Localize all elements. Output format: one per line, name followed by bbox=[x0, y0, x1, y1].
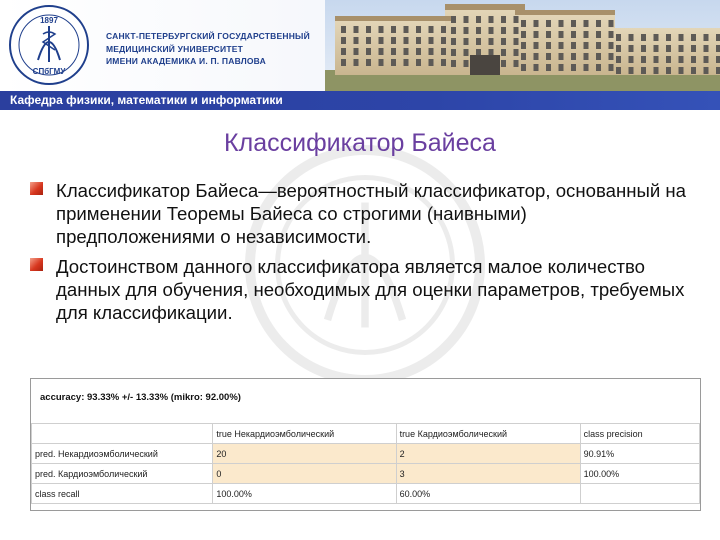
building-window bbox=[476, 16, 481, 23]
building-window bbox=[354, 26, 359, 33]
slide-title: Классификатор Байеса bbox=[224, 129, 496, 157]
table-row bbox=[32, 464, 700, 484]
bullet-marker-icon bbox=[30, 258, 43, 271]
building-window bbox=[609, 20, 614, 27]
building-window bbox=[476, 38, 481, 45]
building-window bbox=[629, 67, 634, 74]
building-window bbox=[379, 48, 384, 55]
building-window bbox=[341, 59, 346, 66]
row-label-cell: pred. Некардиоэмболический bbox=[32, 444, 213, 464]
building-window bbox=[571, 31, 576, 38]
building-window bbox=[596, 42, 601, 49]
confusion-matrix bbox=[31, 423, 700, 504]
table-header-row bbox=[32, 424, 700, 444]
university-name-line: САНКТ-ПЕТЕРБУРГСКИЙ ГОСУДАРСТВЕННЫЙ bbox=[106, 31, 310, 41]
building-window bbox=[609, 53, 614, 60]
table-cell: 90.91% bbox=[580, 444, 699, 464]
table-cell: 3 bbox=[396, 464, 580, 484]
building-window bbox=[341, 37, 346, 44]
building-window bbox=[404, 48, 409, 55]
building-window bbox=[451, 16, 456, 23]
building-window bbox=[666, 56, 671, 63]
table-cell: 2 bbox=[396, 444, 580, 464]
building-window bbox=[596, 20, 601, 27]
building-window bbox=[641, 56, 646, 63]
building-window bbox=[366, 37, 371, 44]
building-window bbox=[489, 27, 494, 34]
performance-panel bbox=[30, 378, 701, 511]
building-window bbox=[441, 26, 446, 33]
building-window bbox=[641, 34, 646, 41]
building-window bbox=[534, 42, 539, 49]
table-cell: 0 bbox=[213, 464, 396, 484]
building-window bbox=[416, 37, 421, 44]
table-cell: 100.00% bbox=[580, 464, 699, 484]
building-window bbox=[559, 20, 564, 27]
building-window bbox=[691, 45, 696, 52]
building-window bbox=[584, 53, 589, 60]
row-label-cell: class recall bbox=[32, 484, 213, 504]
university-name-line: МЕДИЦИНСКИЙ УНИВЕРСИТЕТ bbox=[106, 43, 243, 54]
building-window bbox=[489, 49, 494, 56]
table-row bbox=[32, 484, 700, 504]
table-cell: 100.00% bbox=[213, 484, 396, 504]
table-header-cell: true Некардиоэмболический bbox=[213, 424, 396, 444]
table-cell bbox=[580, 484, 699, 504]
building-window bbox=[641, 45, 646, 52]
building-window bbox=[641, 67, 646, 74]
table-header-cell: true Кардиоэмболический bbox=[396, 424, 580, 444]
building-window bbox=[416, 26, 421, 33]
building-window bbox=[464, 38, 469, 45]
building-window bbox=[341, 48, 346, 55]
building-window bbox=[489, 16, 494, 23]
building-window bbox=[379, 37, 384, 44]
building-window bbox=[429, 59, 434, 66]
building-window bbox=[521, 53, 526, 60]
building-window bbox=[546, 20, 551, 27]
building-window bbox=[691, 67, 696, 74]
building-window bbox=[679, 67, 684, 74]
building-window bbox=[704, 56, 709, 63]
building-window bbox=[679, 56, 684, 63]
building-window bbox=[391, 59, 396, 66]
building-window bbox=[514, 38, 519, 45]
building-window bbox=[584, 42, 589, 49]
building-window bbox=[629, 45, 634, 52]
accuracy-label: accuracy: 93.33% +/- 13.33% (mikro: 92.00%) bbox=[40, 392, 241, 403]
building-window bbox=[679, 45, 684, 52]
building-window bbox=[514, 49, 519, 56]
building-window bbox=[404, 59, 409, 66]
building-window bbox=[559, 31, 564, 38]
building-window bbox=[441, 59, 446, 66]
bullet-marker-icon bbox=[30, 182, 43, 195]
building-window bbox=[559, 53, 564, 60]
building-window bbox=[366, 26, 371, 33]
building-window bbox=[654, 56, 659, 63]
building-window bbox=[366, 48, 371, 55]
building-window bbox=[521, 64, 526, 71]
building-window bbox=[534, 64, 539, 71]
building-window bbox=[704, 45, 709, 52]
university-name-line: ИМЕНИ АКАДЕМИКА И. П. ПАВЛОВА bbox=[106, 56, 266, 66]
building-window bbox=[596, 53, 601, 60]
building-window bbox=[354, 59, 359, 66]
building-window bbox=[501, 49, 506, 56]
table-cell: 20 bbox=[213, 444, 396, 464]
building-window bbox=[609, 64, 614, 71]
building-window bbox=[584, 31, 589, 38]
building-window bbox=[716, 56, 720, 63]
building-window bbox=[716, 67, 720, 74]
building-window bbox=[464, 60, 469, 67]
building-window bbox=[404, 37, 409, 44]
university-name bbox=[106, 30, 310, 68]
building-window bbox=[416, 59, 421, 66]
building-window bbox=[451, 49, 456, 56]
bullet-text: Достоинством данного классификатора является малое количество данных для обучения, необходимых для оценки параметров, требуемых для классификации. bbox=[56, 256, 685, 323]
department-bar bbox=[0, 91, 720, 110]
building-window bbox=[451, 60, 456, 67]
building-window bbox=[704, 67, 709, 74]
building-window bbox=[416, 48, 421, 55]
building-window bbox=[704, 34, 709, 41]
building-window bbox=[341, 26, 346, 33]
building-window bbox=[429, 48, 434, 55]
bullet-text: Классификатор Байеса—вероятностный классификатор, основанный на применении Теоремы Байеса со строгими (наивными) предположениями о независимости. bbox=[56, 180, 687, 247]
building-window bbox=[514, 27, 519, 34]
building-window bbox=[464, 27, 469, 34]
building-window bbox=[354, 37, 359, 44]
building-window bbox=[616, 56, 621, 63]
building-window bbox=[716, 34, 720, 41]
department-name: Кафедра физики, математики и информатики bbox=[10, 93, 283, 107]
building-window bbox=[379, 26, 384, 33]
building-window bbox=[691, 34, 696, 41]
building-window bbox=[596, 31, 601, 38]
building-window bbox=[489, 38, 494, 45]
building-window bbox=[451, 38, 456, 45]
building-window bbox=[391, 37, 396, 44]
building-window bbox=[429, 26, 434, 33]
building-window bbox=[629, 34, 634, 41]
building-window bbox=[514, 16, 519, 23]
building-window bbox=[441, 48, 446, 55]
building-window bbox=[514, 60, 519, 67]
building-window bbox=[379, 59, 384, 66]
building-window bbox=[534, 20, 539, 27]
building-window bbox=[546, 31, 551, 38]
building-window bbox=[464, 16, 469, 23]
building-window bbox=[629, 56, 634, 63]
building-window bbox=[534, 53, 539, 60]
building-window bbox=[609, 31, 614, 38]
table-header-cell: class precision bbox=[580, 424, 699, 444]
svg-text:СПбГМУ: СПбГМУ bbox=[32, 67, 66, 76]
building-window bbox=[441, 37, 446, 44]
building-window bbox=[716, 45, 720, 52]
building-window bbox=[666, 34, 671, 41]
building-window bbox=[596, 64, 601, 71]
building-window bbox=[666, 67, 671, 74]
building-window bbox=[616, 67, 621, 74]
building-window bbox=[584, 64, 589, 71]
bullet-item bbox=[30, 255, 690, 324]
building-window bbox=[366, 59, 371, 66]
building-window bbox=[654, 67, 659, 74]
building-window bbox=[501, 16, 506, 23]
building-window bbox=[391, 26, 396, 33]
building-window bbox=[654, 34, 659, 41]
building-window bbox=[534, 31, 539, 38]
building-window bbox=[429, 37, 434, 44]
building-window bbox=[404, 26, 409, 33]
building-window bbox=[391, 48, 396, 55]
building-window bbox=[571, 53, 576, 60]
building-window bbox=[571, 42, 576, 49]
building-window bbox=[584, 20, 589, 27]
building-window bbox=[521, 31, 526, 38]
building-window bbox=[501, 60, 506, 67]
university-building-photo bbox=[325, 0, 720, 91]
building-window bbox=[451, 27, 456, 34]
building-window bbox=[546, 64, 551, 71]
building-window bbox=[559, 42, 564, 49]
building-window bbox=[666, 45, 671, 52]
building-window bbox=[616, 34, 621, 41]
building-window bbox=[354, 48, 359, 55]
building-window bbox=[616, 45, 621, 52]
table-row bbox=[32, 444, 700, 464]
bullet-item bbox=[30, 179, 690, 248]
table-cell: 60.00% bbox=[396, 484, 580, 504]
building-window bbox=[546, 53, 551, 60]
building-window bbox=[501, 27, 506, 34]
building-window bbox=[679, 34, 684, 41]
building-window bbox=[546, 42, 551, 49]
building-window bbox=[501, 38, 506, 45]
building-window bbox=[609, 42, 614, 49]
table-header-cell bbox=[32, 424, 213, 444]
building-window bbox=[571, 20, 576, 27]
building-window bbox=[521, 42, 526, 49]
row-label-cell: pred. Кардиоэмболический bbox=[32, 464, 213, 484]
building-window bbox=[559, 64, 564, 71]
building-window bbox=[476, 27, 481, 34]
building-window bbox=[521, 20, 526, 27]
building-window bbox=[476, 49, 481, 56]
university-logo bbox=[8, 4, 90, 86]
building-window bbox=[691, 56, 696, 63]
svg-text:1897: 1897 bbox=[40, 16, 58, 25]
building-window bbox=[654, 45, 659, 52]
building-window bbox=[571, 64, 576, 71]
slide-header bbox=[0, 0, 720, 110]
building-window bbox=[464, 49, 469, 56]
bullet-list bbox=[30, 179, 690, 331]
